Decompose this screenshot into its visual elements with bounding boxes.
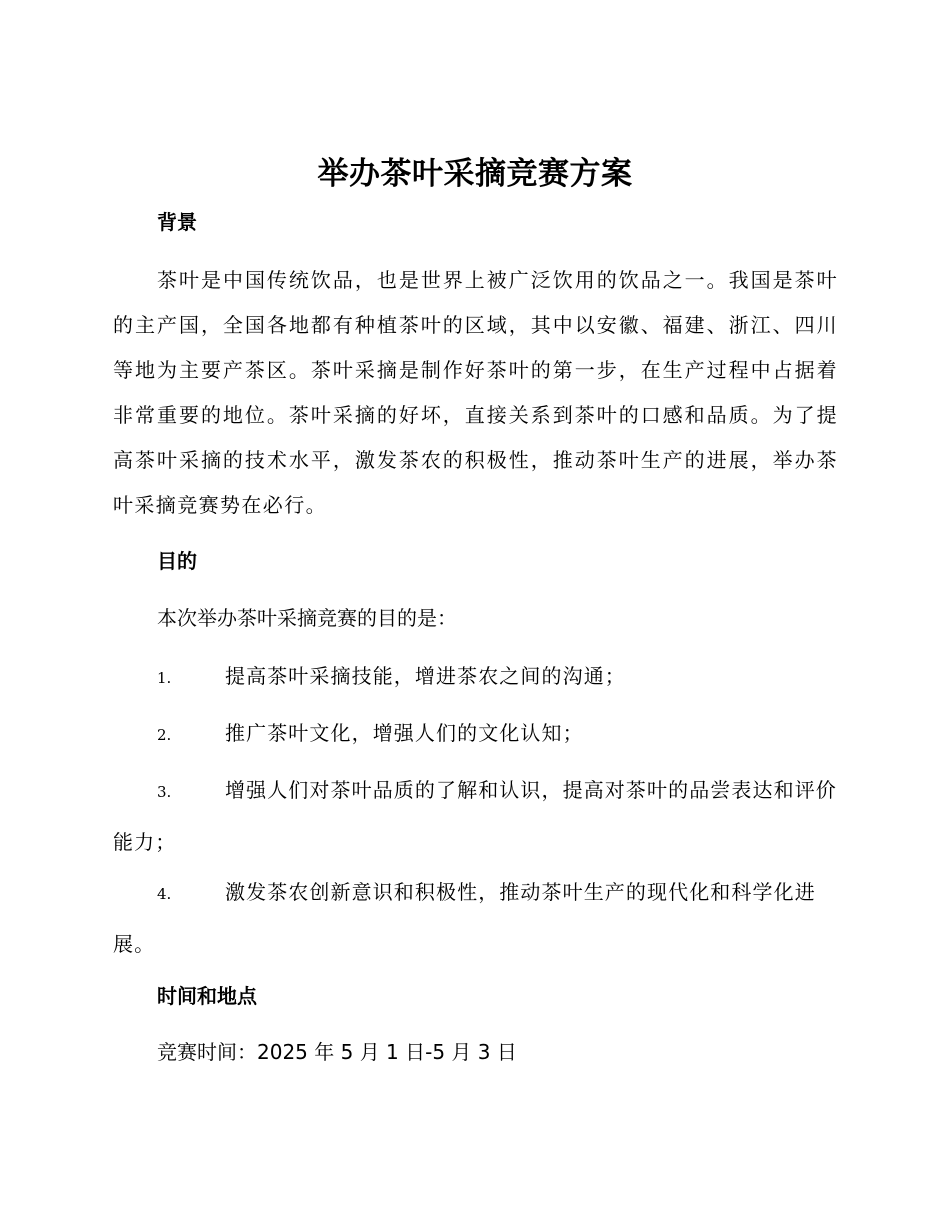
list-item <box>113 708 838 760</box>
background-paragraph: 茶叶是中国传统饮品，也是世界上被广泛饮用的饮品之一。我国是茶叶的主产国，全国各地都有种植茶叶的区域，其中以安徽、福建、浙江、四川等地为主要产茶区。茶叶采摘是制作好茶叶的第一步，在生产过程中占据着非常重要的地位。茶叶采摘的好坏，直接关系到茶叶的口感和品质。为了提高茶叶采摘的技术水平，激发茶农的积极性，推动茶叶生产的进展，举办茶叶采摘竞赛势在必行。 <box>113 268 838 517</box>
section-heading-time-place: 时间和地点 <box>157 984 257 1008</box>
purpose-intro: 本次举办茶叶采摘竞赛的目的是： <box>157 606 457 630</box>
section-heading-background: 背景 <box>157 210 197 234</box>
list-item <box>113 765 838 867</box>
list-item-text: 激发茶农创新意识和积极性，推动茶叶生产的现代化和科学化进展。 <box>113 880 816 956</box>
list-item <box>113 651 838 703</box>
list-item-text: 提高茶叶采摘技能，增进茶农之间的沟通； <box>225 664 626 688</box>
competition-time: 竞赛时间：2025 年 5 月 1 日-5 月 3 日 <box>157 1040 517 1064</box>
document-title: 举办茶叶采摘竞赛方案 <box>317 156 633 192</box>
list-item-text: 增强人们对茶叶品质的了解和认识，提高对茶叶的品尝表达和评价能力； <box>113 778 837 854</box>
list-number: 1. <box>157 669 172 687</box>
list-number: 2. <box>157 726 172 744</box>
list-number: 4. <box>157 885 172 903</box>
section-heading-purpose: 目的 <box>157 549 197 573</box>
list-number: 3. <box>157 783 172 801</box>
list-item-text: 推广茶叶文化，增强人们的文化认知； <box>225 721 584 745</box>
list-item <box>113 867 838 969</box>
